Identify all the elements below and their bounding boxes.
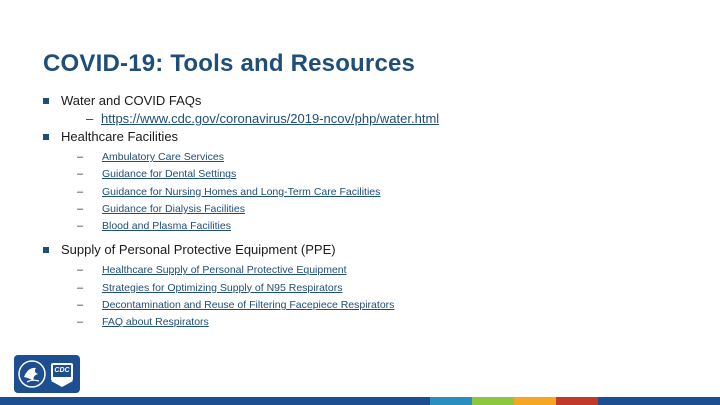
bullet-item (43, 241, 703, 259)
footer-segment (514, 397, 556, 405)
water-faq-link[interactable]: https://www.cdc.gov/coronavirus/2019-ncov/php/water.html (101, 111, 440, 126)
nursing-homes-link[interactable]: Guidance for Nursing Homes and Long-Term Care Facilities (102, 185, 381, 198)
content-list (43, 92, 703, 332)
section-label: Supply of Personal Protective Equipment (PPE) (61, 242, 336, 258)
sub-item (43, 262, 703, 279)
section-label: Healthcare Facilities (61, 129, 179, 144)
footer-segment (0, 397, 430, 405)
dash-icon: – (77, 168, 84, 181)
section-healthcare-facilities (43, 128, 703, 235)
bullet-square-icon (43, 134, 49, 140)
n95-strategies-link[interactable]: Strategies for Optimizing Supply of N95 Respirators (102, 281, 343, 294)
footer-segment (598, 397, 720, 405)
dash-icon: – (77, 264, 84, 277)
footer-segment (472, 397, 514, 405)
decontamination-link[interactable]: Decontamination and Reuse of Filtering Facepiece Respirators (102, 299, 395, 312)
bullet-square-icon (43, 98, 49, 104)
slide-title: COVID-19: Tools and Resources (43, 50, 416, 77)
footer-segment (556, 397, 598, 405)
dash-icon: – (77, 151, 84, 163)
dash-icon: – (77, 220, 84, 233)
section-ppe (43, 241, 703, 331)
bullet-item (43, 92, 703, 110)
sub-item (43, 201, 703, 218)
sub-item (43, 218, 703, 235)
section-label: Water and COVID FAQs (61, 93, 202, 108)
footer-segment (430, 397, 472, 405)
dash-icon: – (77, 202, 84, 215)
cdc-logo-text: CDC (54, 367, 70, 374)
respirator-faq-link[interactable]: FAQ about Respirators (102, 316, 209, 329)
sub-item (43, 149, 703, 166)
sub-item (43, 166, 703, 183)
dash-icon: – (77, 299, 84, 312)
dash-icon: – (77, 185, 84, 198)
ppe-supply-link[interactable]: Healthcare Supply of Personal Protective Equipment (102, 264, 347, 277)
blood-plasma-link[interactable]: Blood and Plasma Facilities (102, 220, 231, 233)
bullet-square-icon (43, 247, 49, 253)
sub-item (43, 280, 703, 297)
sub-item (43, 184, 703, 201)
footer-color-bar (0, 397, 720, 405)
hhs-cdc-logo-icon (14, 355, 80, 393)
sub-item (43, 297, 703, 314)
sub-item (43, 110, 703, 128)
dash-icon: – (77, 281, 84, 294)
dash-icon: – (86, 111, 94, 126)
bullet-item (43, 128, 703, 146)
dental-settings-link[interactable]: Guidance for Dental Settings (102, 168, 237, 181)
dash-icon: – (77, 316, 84, 329)
section-water (43, 92, 703, 128)
sub-item (43, 314, 703, 331)
dialysis-facilities-link[interactable]: Guidance for Dialysis Facilities (102, 202, 245, 215)
ambulatory-care-link[interactable]: Ambulatory Care Services (102, 151, 224, 163)
agency-logo (14, 355, 80, 393)
